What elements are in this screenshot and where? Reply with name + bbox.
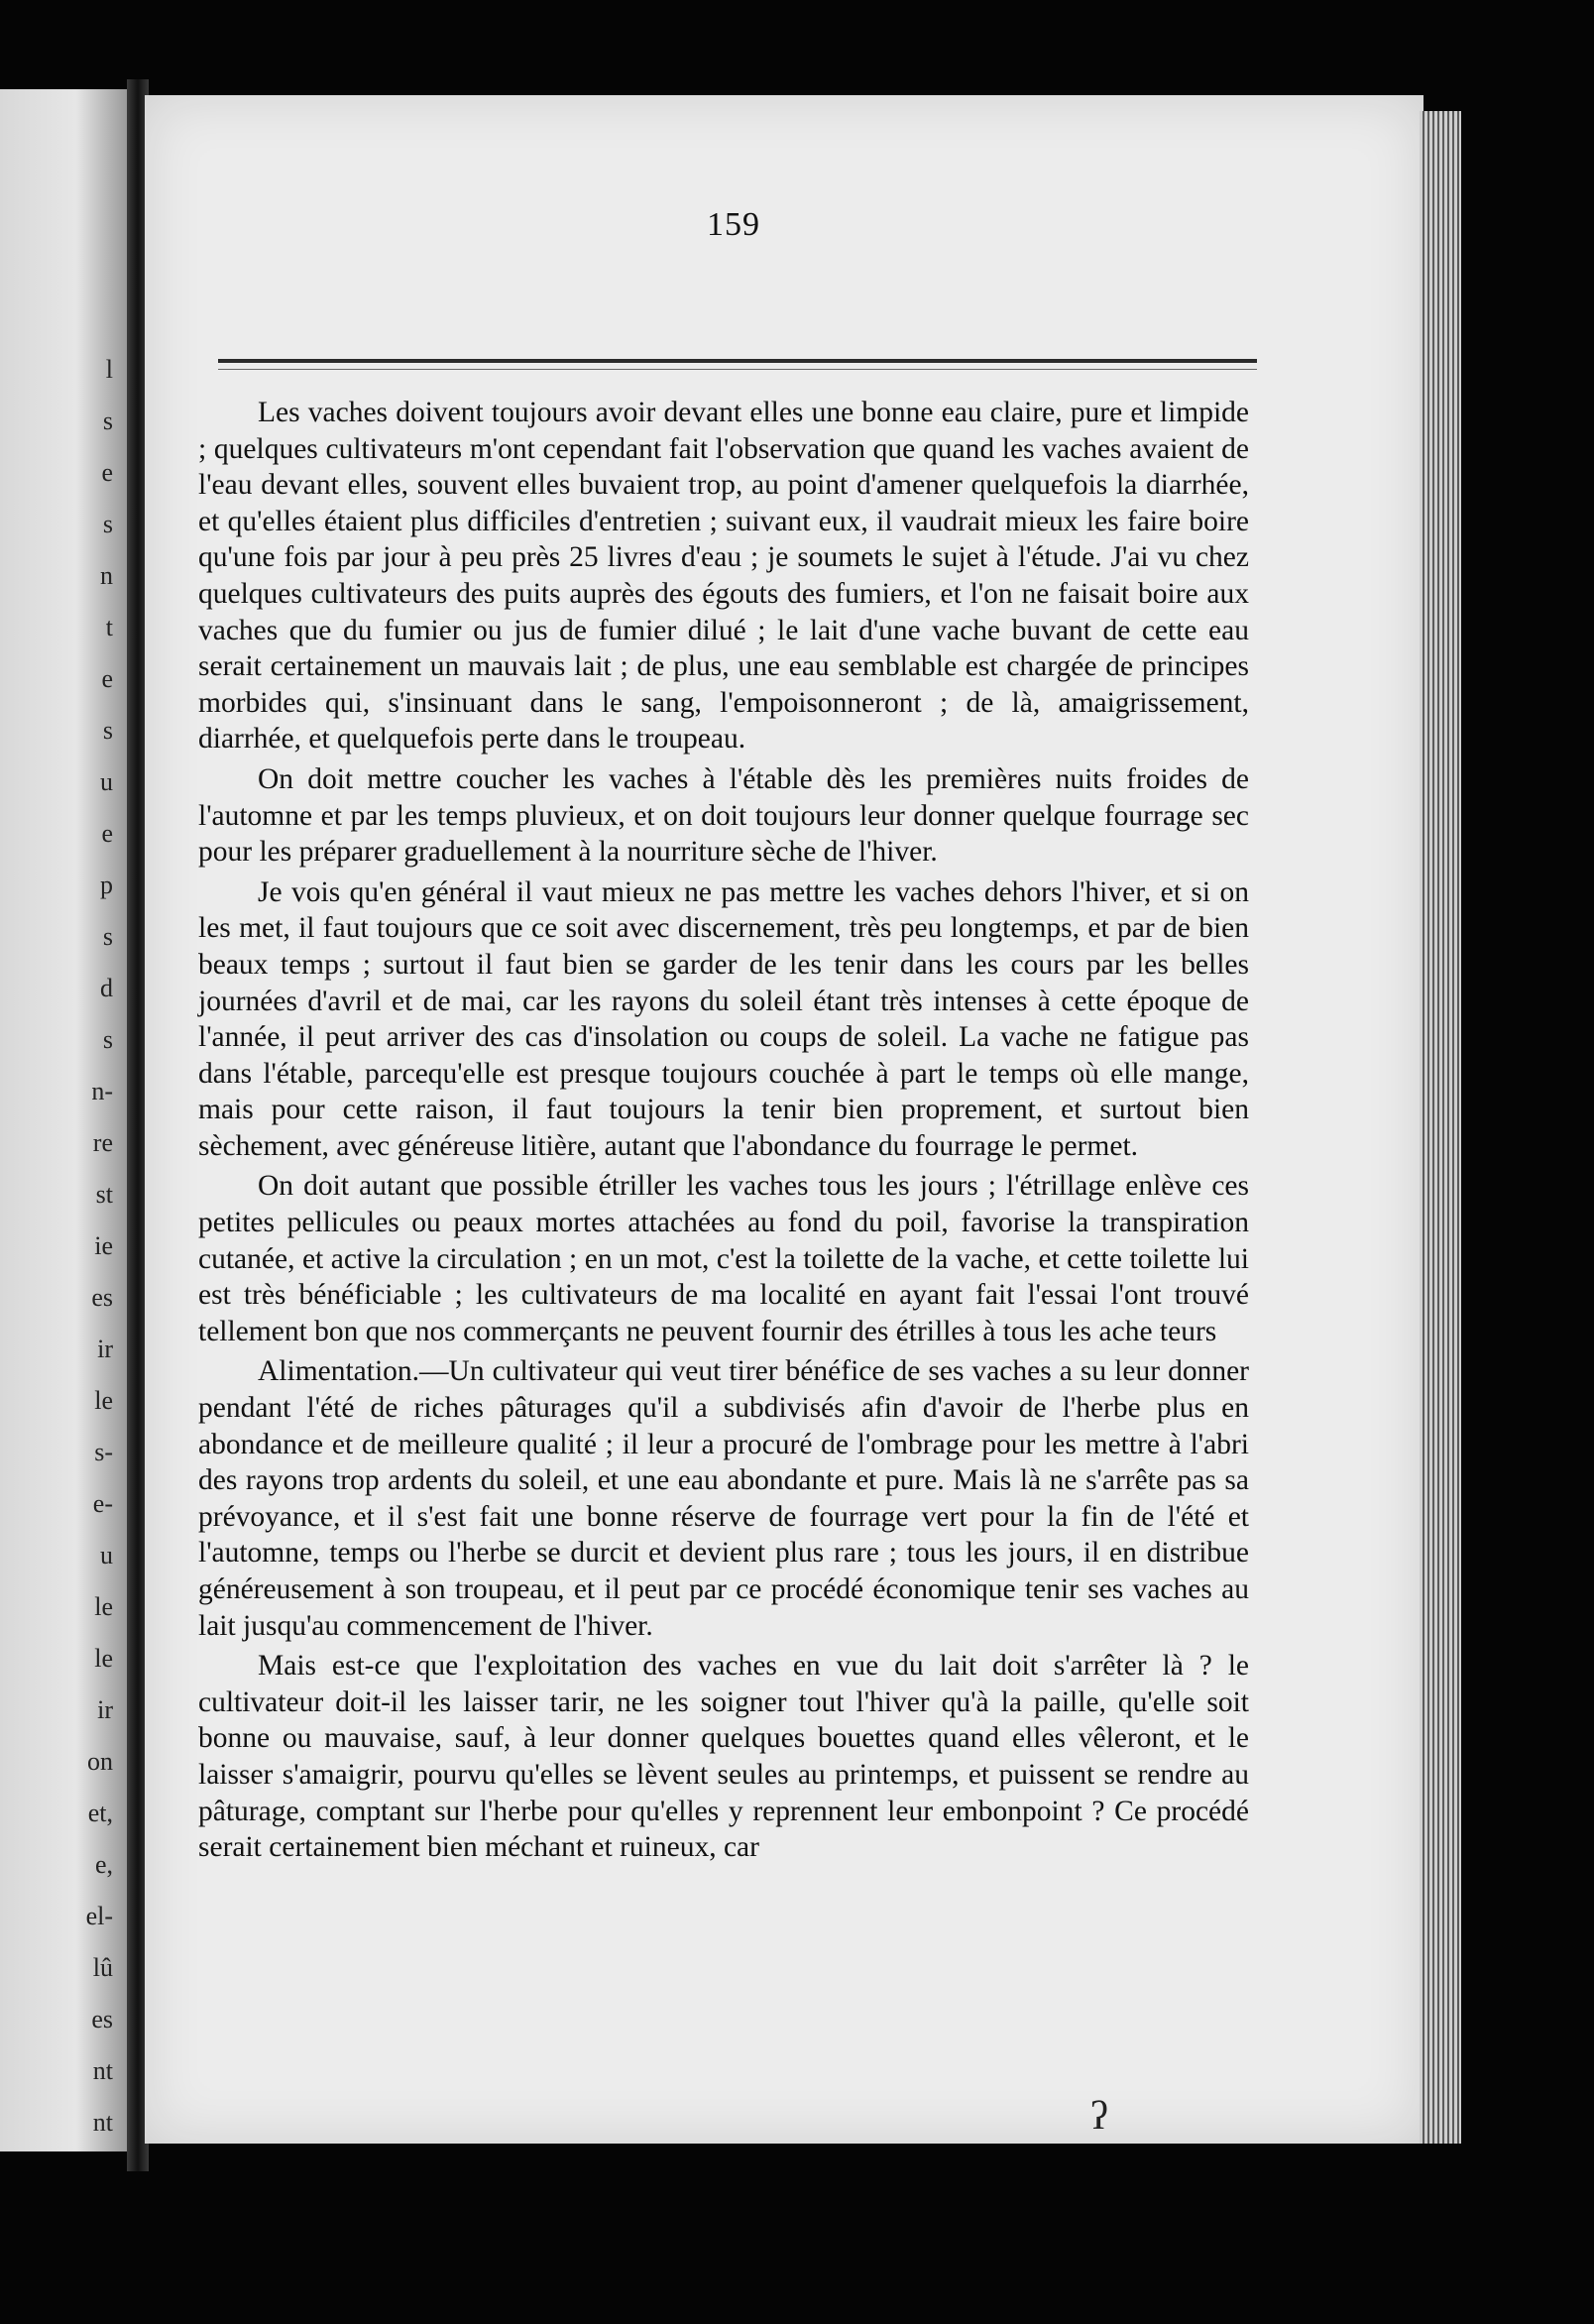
left-page-fragment: le: [94, 1592, 113, 1621]
left-page-fragment: s: [102, 922, 113, 951]
paragraph-feeding: Alimentation.—Un cultivateur qui veut tirer bénéfice de ses vaches a su leur donner pendant l'été de riches pâturages qu'il a subdivisés afin d'avoir de l'herbe plus en abondance et de meilleure qualité ; il leur a procuré de l'ombrage pour les mettre à l'abri des rayons trop ardents du soleil, et une eau abondante et pure. Mais là ne s'arrête pas sa prévoyance, et il s'est fait une bonne réserve de fourrage vert pour la fin de l'été et l'automne, temps ou l'herbe se durcit et devient plus rare ; tous les jours, il en distribue généreusement à son troupeau, et il peut par ce procédé économique tenir ses vaches au lait jusqu'au commencement de l'hiver.: [198, 1355, 1249, 1642]
left-page-fragment: u: [100, 767, 113, 796]
left-page-fragment: nt: [92, 2056, 113, 2085]
paragraph-winter: Je vois qu'en général il vaut mieux ne pas mettre les vaches dehors l'hiver, et si on les met, il faut toujours que ce soit avec discernement, très peu longtemps, et par de bien beaux temps ; surtout il faut bien se garder de les tenir dans les cours par les belles journées d'avril et de mai, car les rayons du soleil étant très intenses à cette époque de l'année, il peut arriver des cas d'insolation ou coups de soleil. La vache ne fatigue pas dans l'étable, parcequ'elle est presque toujours couchée à part le temps où elle mange, mais pour cette raison, il faut toujours la tenir bien proprement, et surtout bien sèchement, avec généreuse litière, autant que l'abondance du fourrage le permet.: [198, 875, 1249, 1162]
left-page-fragment: u: [100, 1541, 113, 1569]
paragraph-exploitation: Mais est-ce que l'exploitation des vaches en vue du lait doit s'arrêter là ? le cultivateur doit-il les laisser tarir, ne les soigner tout l'hiver qu'à la paille, qu'elle soit bonne ou mauvaise, sauf, à leur donner quelques bouettes quand elles vêleront, et le laisser s'amaigrir, pourvu qu'elles se lèvent seules au printemps, et puissent se rendre au pâturage, comptant sur l'herbe pour qu'elles y reprennent leur embonpoint ? Ce procédé serait certainement bien méchant et ruineux, car: [198, 1650, 1249, 1864]
left-page-fragment: n-: [91, 1077, 113, 1105]
left-page-fragment: st: [95, 1180, 113, 1209]
left-page-fragment: s: [102, 510, 113, 538]
left-page-fragment: on: [87, 1747, 113, 1776]
left-page-fragment: d: [100, 974, 113, 1002]
left-page-strip: [0, 89, 127, 2151]
left-page-fragment: s: [102, 1025, 113, 1054]
left-page-fragment: e-: [92, 1489, 113, 1518]
left-page-fragment: p: [100, 871, 113, 899]
left-page-fragment: e: [101, 819, 113, 848]
left-page-fragment: e,: [94, 1850, 113, 1879]
paragraph-water: Les vaches doivent toujours avoir devant elles une bonne eau claire, pure et limpide ; quelques cultivateurs m'ont cependant fait l'observation que quand les vaches avaient de l'eau devant elles, souvent elles buvaient trop, au point d'amener quelquefois la diarrhée, et qu'elles étaient plus difficiles d'entretien ; suivant eux, il vaudrait mieux les faire boire qu'une fois par jour à peu près 25 livres d'eau ; je soumets le sujet à l'étude. J'ai vu chez quelques cultivateurs des puits auprès des égouts des fumiers, et l'on ne faisait boire aux vaches que du fumier ou jus de fumier dilué ; le lait d'une vache buvant de cette eau serait certainement un mauvais lait ; de plus, une eau semblable est chargée de principes morbides qui, s'insinuant dans le sang, l'empoisonneront ; de là, amaigrissement, diarrhée, et quelquefois perte dans le troupeau.: [198, 397, 1249, 755]
left-page-fragment: le: [94, 1386, 113, 1415]
paragraph-grooming: On doit autant que possible étriller les vaches tous les jours ; l'étrillage enlève ces petites pellicules ou peaux mortes attachées au fond du poil, favorise la transpiration cutanée, et active la circulation ; en un mot, c'est la toilette de la vache, et cette toilette lui est très bénéficiable ; les cultivateurs de ma localité en ayant fait l'essai l'ont trouvé tellement bon que nos commerçants ne peuvent fournir des étrilles à tous les ache teurs: [198, 1170, 1249, 1347]
left-page-fragment: s-: [94, 1438, 113, 1466]
left-page-fragment: ie: [94, 1231, 113, 1260]
left-page-fragment: es: [91, 1283, 113, 1312]
pencil-mark: ʔ: [1090, 2093, 1108, 2138]
page-edges: [1420, 111, 1461, 2144]
left-page-fragment: e: [101, 458, 113, 487]
header-rule: [218, 359, 1257, 363]
left-page-fragment: el-: [85, 1902, 113, 1930]
header-rule-thin: [218, 369, 1257, 370]
left-page-fragment: s: [102, 407, 113, 435]
left-page-fragment: nt: [92, 2108, 113, 2137]
left-page-fragment: e: [101, 664, 113, 693]
left-page-fragment: re: [92, 1128, 113, 1157]
left-page-fragment: et,: [87, 1799, 113, 1827]
body-text: [198, 395, 1249, 1866]
left-page-fragment: ir: [97, 1335, 113, 1363]
left-page-fragment: es: [91, 2005, 113, 2034]
paragraph-stable: On doit mettre coucher les vaches à l'étable dès les premières nuits froides de l'automne et par les temps pluvieux, et on doit toujours leur donner quelque fourrage sec pour les préparer graduellement à la nourriture sèche de l'hiver.: [198, 762, 1249, 869]
left-page-fragment: s: [102, 716, 113, 745]
left-page-fragment: lû: [92, 1953, 113, 1982]
page-number: 159: [707, 206, 760, 243]
left-page-fragment: le: [94, 1644, 113, 1673]
left-page-fragment: n: [100, 561, 113, 590]
left-page-fragment: ir: [97, 1695, 113, 1724]
left-page-fragment: l: [105, 355, 113, 384]
left-page-fragment: t: [105, 613, 113, 641]
